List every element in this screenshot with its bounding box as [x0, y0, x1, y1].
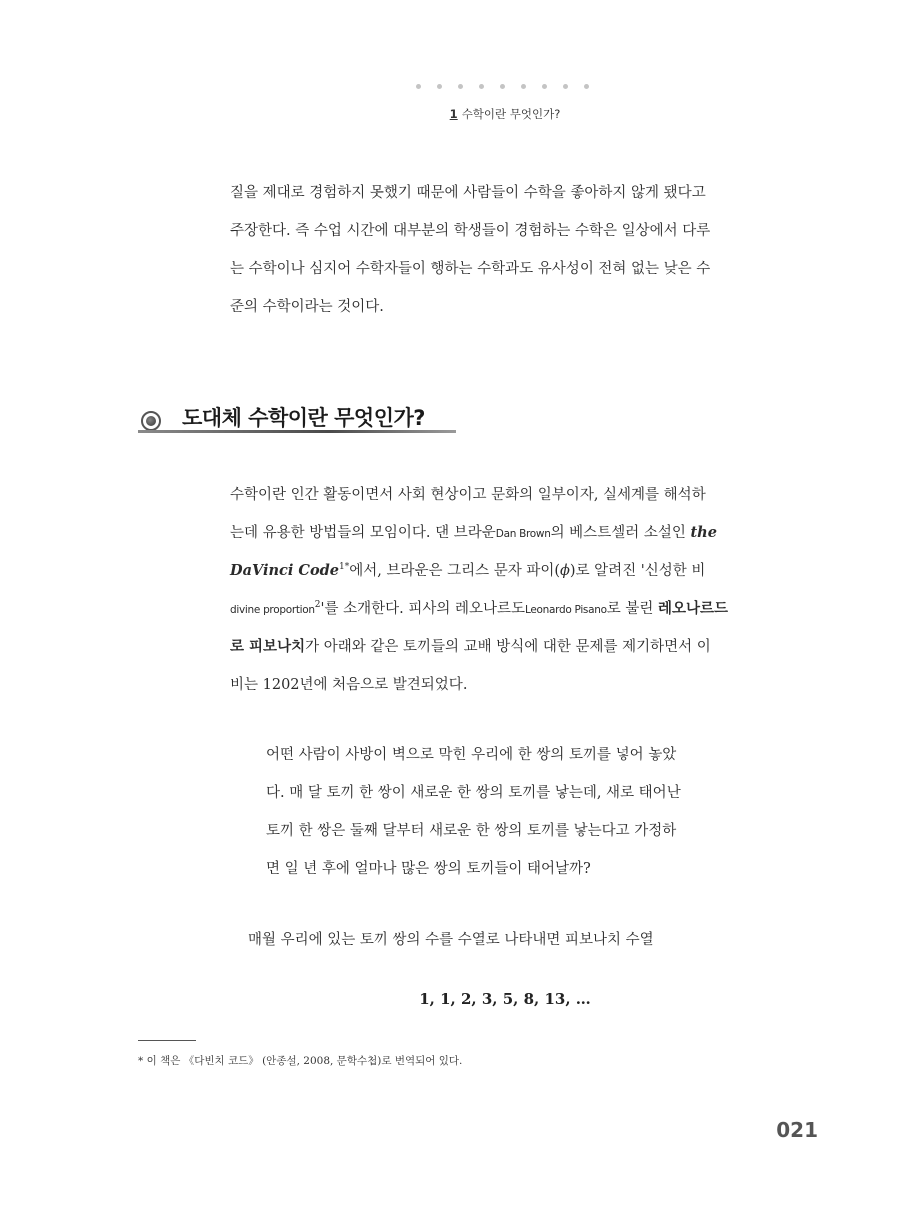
- phi-symbol: ϕ: [560, 562, 570, 579]
- running-header: [0, 106, 910, 122]
- text-run: '를 소개한다. 피사의 레오나르도: [320, 600, 526, 617]
- text-line: 수학이란 인간 활동이면서 사회 현상이고 문화의 일부이자, 실세계를 해석하: [230, 486, 706, 503]
- text-line: 비는 1202년에 처음으로 발견되었다.: [230, 676, 468, 693]
- fibonacci-sequence: 1, 1, 2, 3, 5, 8, 13, …: [419, 990, 591, 1008]
- quote-line: 면 일 년 후에 얼마나 많은 쌍의 토끼들이 태어날까?: [266, 860, 591, 877]
- main-paragraph: [230, 474, 775, 702]
- page-number: 021: [776, 1118, 818, 1142]
- text-line: [230, 512, 775, 550]
- heading-underline: [138, 430, 456, 433]
- quote-line: 다. 매 달 토끼 한 쌍이 새로운 한 쌍의 토끼를 낳는데, 새로 태어난: [266, 784, 681, 801]
- text-line: [230, 588, 775, 626]
- text-run: 가 아래와 같은 토끼들의 교배 방식에 대한 문제를 제기하면서 이: [305, 638, 711, 655]
- section-heading-text: 도대체 수학이란 무엇인가?: [182, 406, 425, 430]
- text-run: 의 베스트셀러 소설인: [550, 524, 691, 541]
- english-name: Leonardo Pisano: [525, 603, 607, 616]
- bold-name: 레오나르드: [657, 599, 729, 617]
- text-run: 에서, 브라운은 그리스 문자 파이(: [349, 562, 561, 579]
- book-title: DaVinci Code: [230, 561, 339, 579]
- text-line: 질을 제대로 경험하지 못했기 때문에 사람들이 수학을 좋아하지 않게 됐다고: [230, 184, 706, 201]
- header-dot-ornament: [416, 84, 596, 94]
- footnote-divider: [138, 1040, 196, 1041]
- section-heading: [138, 398, 458, 440]
- footnote-marker: 2: [314, 599, 321, 610]
- text-line: 는 수학이나 심지어 수학자들이 행하는 수학과도 유사성이 전혀 없는 낮은 수: [230, 260, 711, 277]
- quote-line: 토끼 한 쌍은 둘째 달부터 새로운 한 쌍의 토끼를 낳는다고 가정하: [266, 822, 677, 839]
- quote-line: 어떤 사람이 사방이 벽으로 막힌 우리에 한 쌍의 토끼를 넣어 놓았: [266, 746, 677, 763]
- book-title: the: [690, 523, 717, 541]
- text-run: 는데 유용한 방법들의 모임이다. 댄 브라운: [230, 524, 496, 541]
- text-line: 준의 수학이라는 것이다.: [230, 298, 384, 315]
- quote-block: [266, 734, 738, 886]
- chapter-number: 1: [449, 107, 458, 121]
- english-term: divine proportion: [230, 603, 315, 616]
- text-line: [230, 626, 775, 664]
- footnote-marker: 1*: [338, 561, 350, 572]
- sequence-intro-text: 매월 우리에 있는 토끼 쌍의 수를 수열로 나타내면 피보나치 수열: [248, 932, 654, 948]
- english-name: Dan Brown: [495, 527, 551, 540]
- target-bullet-icon: [141, 411, 161, 431]
- chapter-title: 수학이란 무엇인가?: [461, 107, 561, 121]
- intro-paragraph: [230, 172, 775, 324]
- footnote: * 이 책은 《다빈치 코드》 (안종설, 2008, 문학수첩)로 번역되어 있다.: [138, 1055, 463, 1067]
- text-run: 로 불린: [606, 600, 658, 617]
- text-line: [230, 550, 775, 588]
- text-run: )로 알려진 '신성한 비: [569, 562, 706, 579]
- bold-name: 로 피보나치: [230, 637, 306, 655]
- text-line: 주장한다. 즉 수업 시간에 대부분의 학생들이 경험하는 수학은 일상에서 다루: [230, 222, 711, 239]
